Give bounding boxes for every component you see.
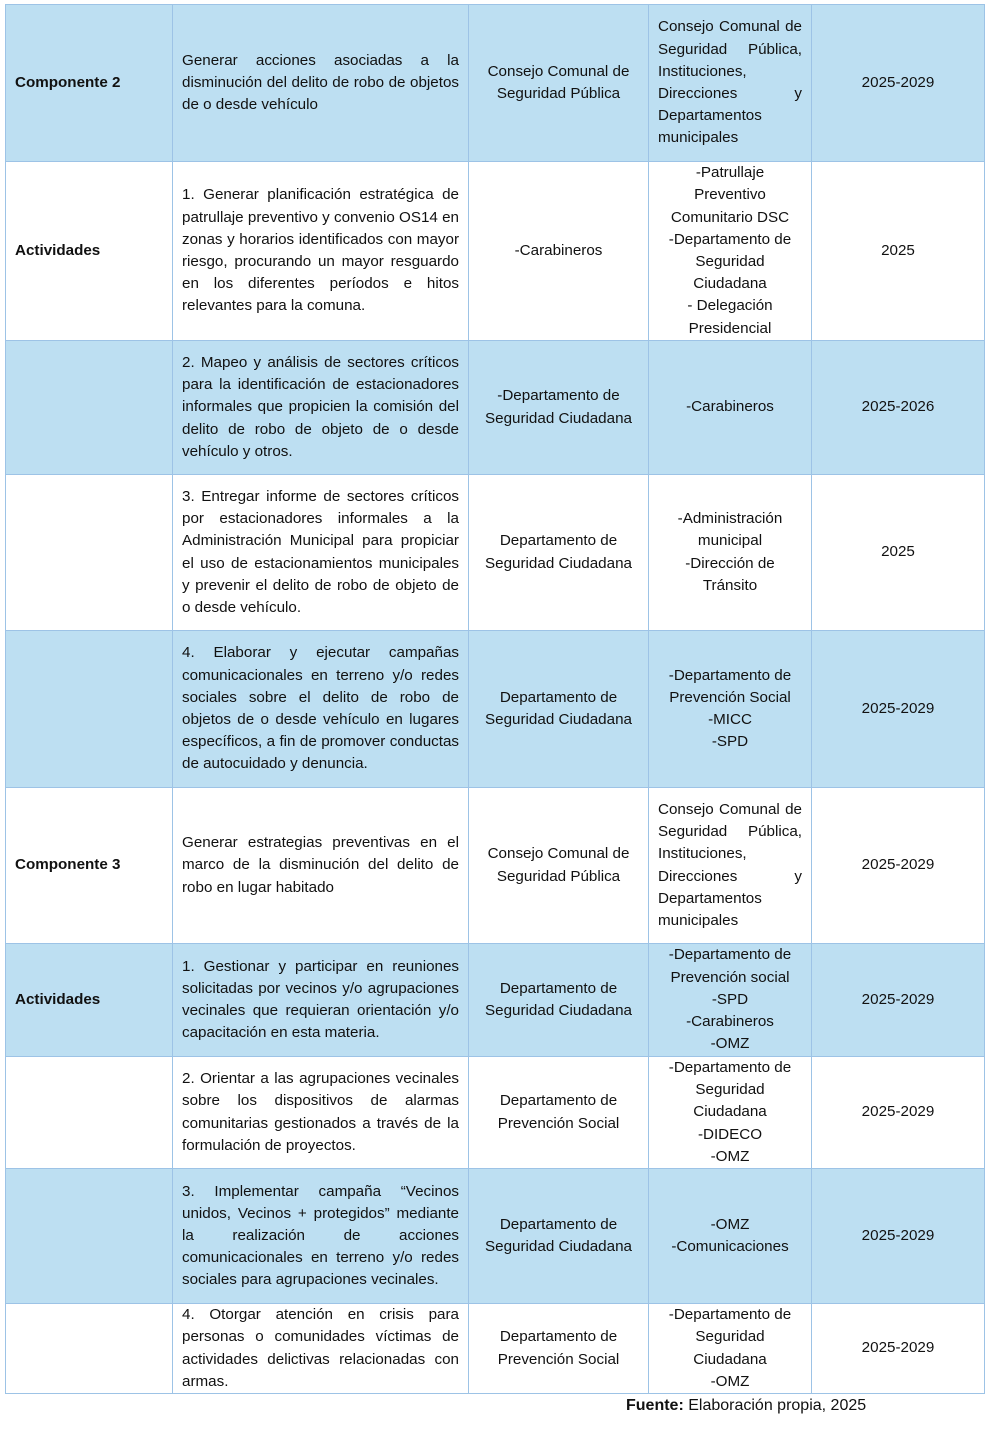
row-description: 3. Entregar informe de sectores críticos por estacionadores informales a la Administración Municipal para propiciar el uso de estacionamientos municipales y prevenir el delito de robo de objeto de o desde vehículo. [173, 475, 469, 631]
support-item: -Carabineros [686, 1013, 774, 1031]
row-responsible: Departamento de Prevención Social [469, 1057, 649, 1169]
support-item: Consejo Comunal de Seguridad Pública, Instituciones, Direcciones y Departamentos municipales [658, 800, 802, 929]
support-item: -Dirección de Tránsito [685, 554, 775, 594]
table-row [6, 1057, 985, 1169]
row-responsible: -Departamento de Seguridad Ciudadana [469, 341, 649, 475]
row-support [649, 162, 812, 341]
source-text: Elaboración propia, 2025 [683, 1397, 867, 1414]
row-responsible: Departamento de Prevención Social [469, 1304, 649, 1394]
table-row [6, 475, 985, 631]
table-row [6, 341, 985, 475]
table-row [6, 5, 985, 162]
row-description: 1. Gestionar y participar en reuniones solicitadas por vecinos y/o agrupaciones vecinales que requieran orientación y/o capacitación en esta materia. [173, 944, 469, 1057]
support-item: -SPD [711, 733, 749, 751]
row-description: 4. Otorgar atención en crisis para personas o comunidades víctimas de actividades delictivas relacionadas con armas. [173, 1304, 469, 1394]
row-period: 2025-2029 [812, 1169, 985, 1304]
support-item: -OMZ [710, 1147, 750, 1165]
row-label: Actividades [6, 944, 173, 1057]
row-label: Actividades [6, 162, 173, 341]
row-label [6, 1169, 173, 1304]
row-description: 2. Mapeo y análisis de sectores críticos para la identificación de estacionadores informales que propicien la comisión del delito de robo de objeto de o desde vehículo y otros. [173, 341, 469, 475]
row-label [6, 1057, 173, 1169]
row-description: 3. Implementar campaña “Vecinos unidos, Vecinos + protegidos” mediante la realización de acciones comunicacionales en terreno y/o redes sociales para agrupaciones vecinales. [173, 1169, 469, 1304]
row-description: Generar acciones asociadas a la disminución del delito de robo de objetos de o desde vehículo [173, 5, 469, 162]
row-label: Componente 3 [6, 788, 173, 944]
row-period: 2025-2029 [812, 1057, 985, 1169]
row-period: 2025 [812, 162, 985, 341]
row-description: 2. Orientar a las agrupaciones vecinales sobre los dispositivos de alarmas comunitarias gestionados a través de la formulación de proyectos. [173, 1057, 469, 1169]
source-label: Fuente: [626, 1397, 684, 1414]
table-row [6, 1169, 985, 1304]
support-item: -OMZ [710, 1215, 750, 1233]
table-row [6, 162, 985, 341]
row-support [649, 1169, 812, 1304]
support-item: -Comunicaciones [671, 1238, 789, 1256]
support-item: -Patrullaje Preventivo Comunitario DSC [670, 164, 790, 226]
row-period: 2025-2029 [812, 5, 985, 162]
row-responsible: Departamento de Seguridad Ciudadana [469, 944, 649, 1057]
row-period: 2025-2029 [812, 1304, 985, 1394]
support-item: -DIDECO [697, 1125, 763, 1143]
row-support [649, 341, 812, 475]
row-period: 2025-2029 [812, 631, 985, 788]
row-support [649, 1057, 812, 1169]
support-item: -OMZ [710, 1372, 750, 1390]
row-label [6, 341, 173, 475]
row-responsible: Departamento de Seguridad Ciudadana [469, 475, 649, 631]
row-support [649, 5, 812, 162]
row-description: 4. Elaborar y ejecutar campañas comunicacionales en terreno y/o redes sociales sobre el delito de robo de objetos de o desde vehículo en lugares específicos, a fin de promover conductas de autocuidado y denuncia. [173, 631, 469, 788]
row-responsible: Departamento de Seguridad Ciudadana [469, 631, 649, 788]
row-period: 2025-2026 [812, 341, 985, 475]
support-item: -Carabineros [686, 398, 774, 416]
row-description: 1. Generar planificación estratégica de patrullaje preventivo y convenio OS14 en zonas y horarios identificados con mayor riesgo, procurando un mayor resguardo en los diferentes períodos e hitos relevantes para la comuna. [173, 162, 469, 341]
support-item: -Departamento de Prevención Social [668, 666, 792, 706]
row-responsible: Consejo Comunal de Seguridad Pública [469, 788, 649, 944]
row-support [649, 1304, 812, 1394]
support-item: -MICC [708, 711, 752, 728]
row-label [6, 631, 173, 788]
row-responsible: Consejo Comunal de Seguridad Pública [469, 5, 649, 162]
support-item: -Administración municipal [677, 510, 783, 550]
support-item: -Departamento de Seguridad Ciudadana [668, 1306, 792, 1368]
support-item: -Departamento de Seguridad Ciudadana [668, 230, 792, 293]
table-row [6, 1304, 985, 1394]
row-period: 2025-2029 [812, 788, 985, 944]
row-period: 2025-2029 [812, 944, 985, 1057]
row-label [6, 1304, 173, 1394]
table-row [6, 944, 985, 1057]
row-description: Generar estrategias preventivas en el marco de la disminución del delito de robo en lugar habitado [173, 788, 469, 944]
support-item: - Delegación Presidencial [687, 297, 773, 337]
support-item: -Departamento de Seguridad Ciudadana [668, 1059, 792, 1121]
row-responsible: -Carabineros [469, 162, 649, 341]
row-responsible: Departamento de Seguridad Ciudadana [469, 1169, 649, 1304]
row-support [649, 944, 812, 1057]
row-support [649, 788, 812, 944]
row-period: 2025 [812, 475, 985, 631]
source-note [626, 1395, 866, 1417]
row-support [649, 631, 812, 788]
support-item: -OMZ [710, 1035, 750, 1053]
row-label [6, 475, 173, 631]
table-row [6, 631, 985, 788]
support-item: -Departamento de Prevención social [668, 946, 792, 986]
support-item: Consejo Comunal de Seguridad Pública, Instituciones, Direcciones y Departamentos municipales [658, 18, 802, 147]
activities-table [5, 4, 985, 1394]
row-support [649, 475, 812, 631]
support-item: -SPD [711, 990, 749, 1008]
row-label: Componente 2 [6, 5, 173, 162]
table-row [6, 788, 985, 944]
